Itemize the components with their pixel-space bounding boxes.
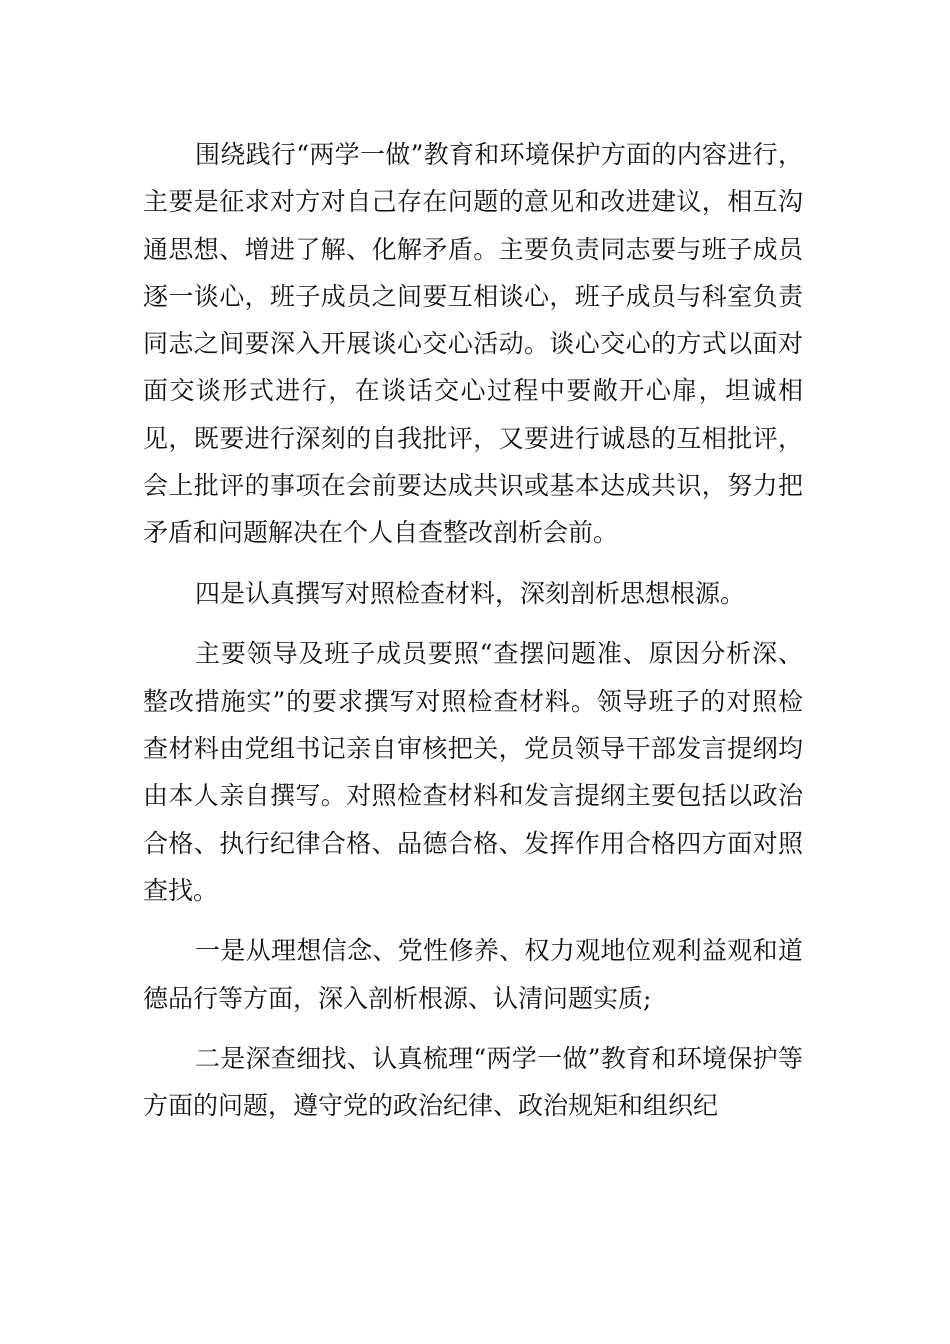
paragraph-inspection-materials: 主要领导及班子成员要照“查摆问题准、原因分析深、整改措施实”的要求撰写对照检查材料。领导班子的对照检查材料由党组书记亲自审核把关，党员领导干部发言提纲均由本人亲自撰写。对照检查材料和发言提纲主要包括以政治合格、执行纪律合格、品德合格、发挥作用合格四方面对照查找。 (143, 639, 803, 905)
paragraph-point-four-heading: 四是认真撰写对照检查材料，深刻剖析思想根源。 (195, 578, 746, 608)
document-body (143, 131, 803, 1130)
paragraph-talk-heart: 围绕践行“两学一做”教育和环境保护方面的内容进行，主要是征求对方对自己存在问题的意见和改进建议，相互沟通思想、增进了解、化解矛盾。主要负责同志要与班子成员逐一谈心，班子成员之间要互相谈心，班子成员与科室负责同志之间要深入开展谈心交心活动。谈心交心的方式以面对面交谈形式进行，在谈话交心过程中要敞开心扉，坦诚相见，既要进行深刻的自我批评，又要进行诚恳的互相批评，会上批评的事项在会前要达成共识或基本达成共识，努力把矛盾和问题解决在个人自查整改剖析会前。 (143, 140, 803, 548)
paragraph-point-two: 二是深查细找、认真梳理“两学一做”教育和环境保护等方面的问题，遵守党的政治纪律、政治规矩和组织纪 (143, 1044, 803, 1121)
paragraph-point-one: 一是从理想信念、党性修养、权力观地位观利益观和道德品行等方面，深入剖析根源、认清问题实质; (143, 936, 803, 1013)
